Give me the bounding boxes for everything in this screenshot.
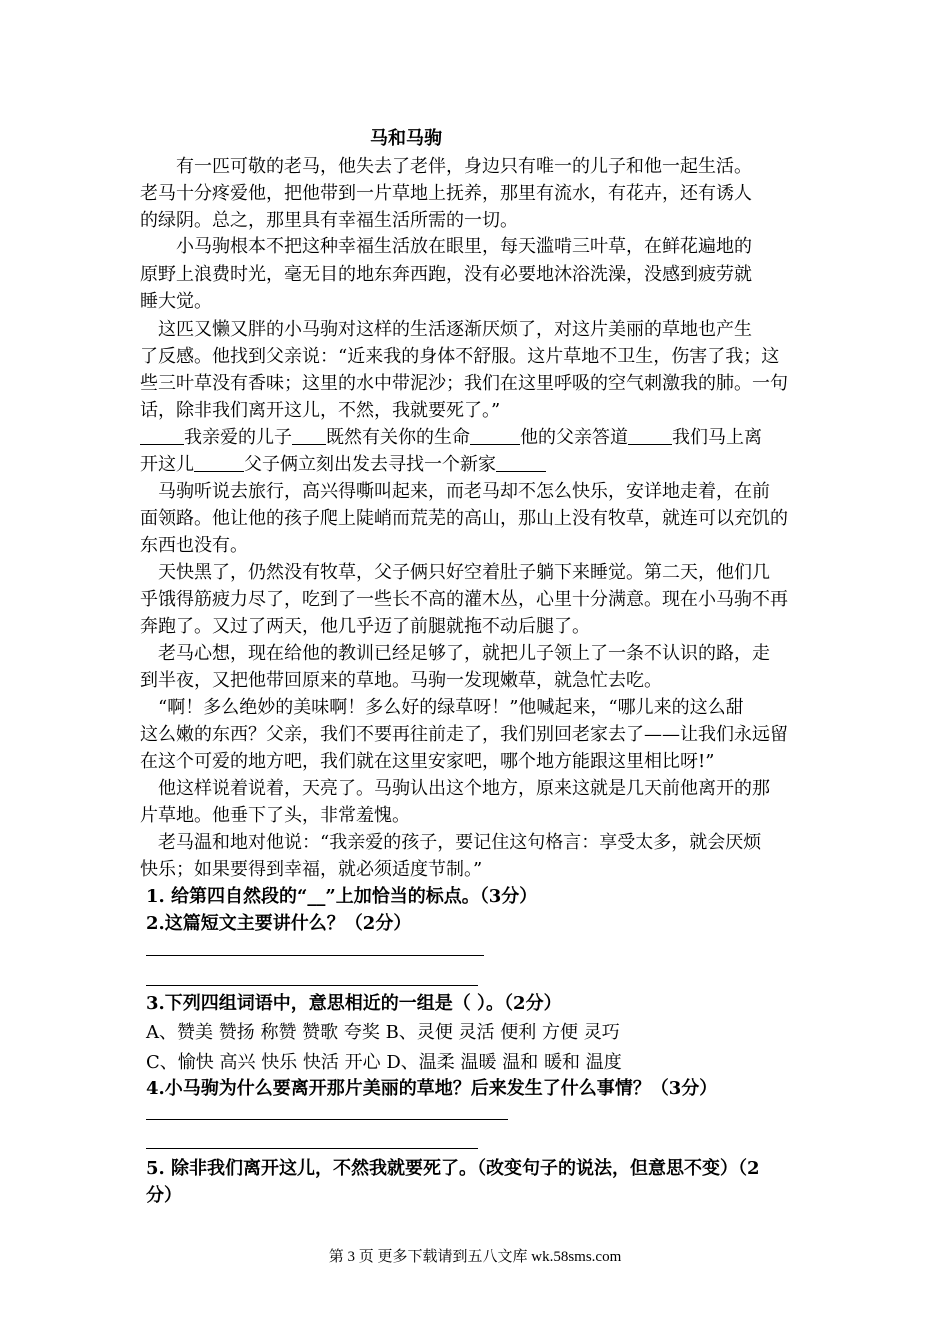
answer-line-q4-1[interactable] [146, 1119, 508, 1120]
question-1: 1. 给第四自然段的“__”上加恰当的标点。（3分） [146, 886, 538, 907]
p7-line-1: 老马心想，现在给他的教训已经足够了，就把儿子领上了一条不认识的路，走 [158, 643, 770, 664]
p6-line-3: 奔跑了。又过了两天，他几乎迈了前腿就拖不动后腿了。 [140, 616, 590, 637]
punctuation-blank-3[interactable] [470, 424, 520, 445]
p4-line-1 [140, 424, 762, 452]
p3-line-1: 这匹又懒又胖的小马驹对这样的生活逐渐厌烦了，对这片美丽的草地也产生 [158, 319, 752, 340]
p5-line-3: 东西也没有。 [140, 535, 248, 556]
p5-line-1: 马驹听说去旅行，高兴得嘶叫起来，而老马却不怎么快乐，安详地走着，在前 [158, 481, 770, 502]
p8-line-2: 这么嫩的东西？父亲，我们不要再往前走了，我们别回老家去了——让我们永远留 [140, 724, 788, 745]
p4-seg-5: 开这儿 [140, 454, 194, 475]
question-2: 2.这篇短文主要讲什么？（2分） [146, 913, 412, 934]
p4-seg-6: 父子俩立刻出发去寻找一个新家 [244, 454, 496, 475]
punctuation-blank-4[interactable] [628, 424, 672, 445]
punctuation-blank-1[interactable] [140, 424, 184, 445]
p5-line-2: 面领路。他让他的孩子爬上陡峭而荒芜的高山，那山上没有牧草，就连可以充饥的 [140, 508, 788, 529]
p1-line-1: 有一匹可敬的老马，他失去了老伴，身边只有唯一的儿子和他一起生活。 [176, 156, 752, 177]
p4-seg-4: 我们马上离 [672, 427, 762, 448]
p7-line-2: 到半夜，又把他带回原来的草地。马驹一发现嫩草，就急忙去吃。 [140, 670, 662, 691]
p1-line-2: 老马十分疼爱他，把他带到一片草地上抚养，那里有流水，有花卉，还有诱人 [140, 183, 752, 204]
punctuation-blank-6[interactable] [496, 451, 546, 472]
p4-line-2 [140, 451, 546, 479]
question-5-line-1: 5. 除非我们离开这儿，不然我就要死了。（改变句子的说法，但意思不变）（2 [146, 1158, 760, 1179]
p1-line-3: 的绿阴。总之，那里具有幸福生活所需的一切。 [140, 210, 518, 231]
p10-line-1: 老马温和地对他说：“我亲爱的孩子，要记住这句格言：享受太多，就会厌烦 [158, 832, 762, 853]
p9-line-2: 片草地。他垂下了头，非常羞愧。 [140, 805, 410, 826]
question-3: 3.下列四组词语中，意思相近的一组是（ ）。（2分） [146, 993, 562, 1014]
p4-seg-1: 我亲爱的儿子 [184, 427, 292, 448]
p10-line-2: 快乐；如果要得到幸福，就必须适度节制。” [140, 859, 483, 880]
q3-options-row-1: A、赞美 赞扬 称赞 赞歌 夸奖 B、灵便 灵活 便利 方便 灵巧 [146, 1022, 620, 1043]
answer-line-q4-2[interactable] [146, 1148, 478, 1149]
punctuation-blank-2[interactable] [292, 424, 326, 445]
p8-line-3: 在这个可爱的地方吧，我们就在这里安家吧，哪个地方能跟这里相比呀!” [140, 751, 715, 772]
p3-line-3: 些三叶草没有香味；这里的水中带泥沙；我们在这里呼吸的空气刺激我的肺。一句 [140, 373, 788, 394]
p3-line-2: 了反感。他找到父亲说：“近来我的身体不舒服。这片草地不卫生，伤害了我；这 [140, 346, 780, 367]
p3-line-4: 话，除非我们离开这儿，不然，我就要死了。” [140, 400, 501, 421]
p6-line-2: 乎饿得筋疲力尽了，吃到了一些长不高的灌木丛，心里十分满意。现在小马驹不再 [140, 589, 788, 610]
question-5-line-2: 分） [146, 1185, 182, 1206]
p2-line-2: 原野上浪费时光，毫无目的地东奔西跑，没有必要地沐浴洗澡，没感到疲劳就 [140, 264, 752, 285]
p6-line-1: 天快黑了，仍然没有牧草，父子俩只好空着肚子躺下来睡觉。第二天，他们几 [158, 562, 770, 583]
page-footer: 第 3 页 更多下载请到五八文库 wk.58sms.com [328, 1249, 622, 1265]
question-4: 4.小马驹为什么要离开那片美丽的草地？后来发生了什么事情？（3分） [146, 1078, 718, 1099]
p4-seg-2: 既然有关你的生命 [326, 427, 470, 448]
answer-line-q2-1[interactable] [146, 955, 484, 956]
p4-seg-3: 他的父亲答道 [520, 427, 628, 448]
p8-line-1: “啊！多么绝妙的美味啊！多么好的绿草呀！”他喊起来，“哪儿来的这么甜 [158, 697, 744, 718]
page-title: 马和马驹 [370, 128, 442, 149]
q3-options-row-2: C、愉快 高兴 快乐 快活 开心 D、温柔 温暖 温和 暖和 温度 [146, 1052, 622, 1073]
punctuation-blank-5[interactable] [194, 451, 244, 472]
p9-line-1: 他这样说着说着，天亮了。马驹认出这个地方，原来这就是几天前他离开的那 [158, 778, 770, 799]
p2-line-3: 睡大觉。 [140, 291, 212, 312]
p2-line-1: 小马驹根本不把这种幸福生活放在眼里，每天滥啃三叶草，在鲜花遍地的 [176, 236, 752, 257]
answer-line-q2-2[interactable] [146, 985, 478, 986]
